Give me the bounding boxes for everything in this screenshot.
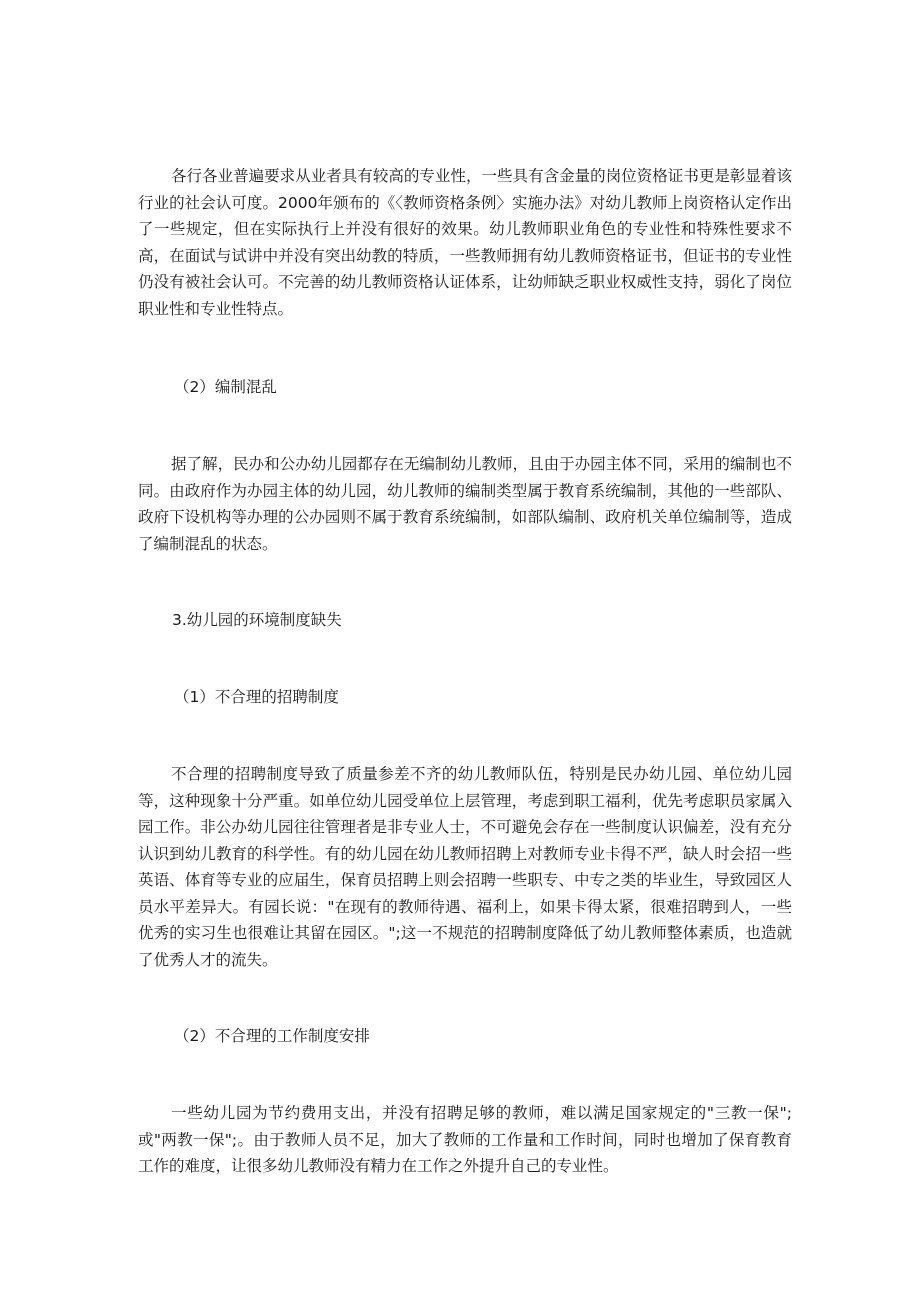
section-heading-environment: 3.幼儿园的环境制度缺失 — [172, 611, 342, 629]
paragraph-work-arrangement: 一些幼儿园为节约费用支出，并没有招聘足够的教师，难以满足国家规定的"三教一保";或"两教一保";。由于教师人员不足，加大了教师的工作量和工作时间，同时也增加了保育教育工作的难度，让很多幼儿教师没有精力在工作之外提升自己的专业性。 — [138, 1104, 792, 1175]
subheading-recruitment: （1）不合理的招聘制度 — [174, 688, 339, 706]
paragraph-qualification: 各行各业普遍要求从业者具有较高的专业性，一些具有含金量的岗位资格证书更是彰显着该行业的社会认可度。2000年颁布的《〈教师资格条例〉实施办法》对幼儿教师上岗资格认定作出了一些规定，但在实际执行上并没有很好的效果。幼儿教师职业角色的专业性和特殊性要求不高，在面试与试讲中并没有突出幼教的特质，一些教师拥有幼儿教师资格证书，但证书的专业性仍没有被社会认可。不完善的幼儿教师资格认证体系，让幼师缺乏职业权威性支持，弱化了岗位职业性和专业性特点。 — [138, 167, 792, 318]
paragraph-recruitment: 不合理的招聘制度导致了质量参差不齐的幼儿教师队伍，特别是民办幼儿园、单位幼儿园等，这种现象十分严重。如单位幼儿园受单位上层管理，考虑到职工福利，优先考虑职员家属入园工作。非公办幼儿园往往管理者是非专业人士，不可避免会存在一些制度认识偏差，没有充分认识到幼儿教育的科学性。有的幼儿园在幼儿教师招聘上对教师专业卡得不严，缺人时会招一些英语、体育等专业的应届生，保育员招聘上则会招聘一些职专、中专之类的毕业生，导致园区人员水平差异大。有园长说："在现有的教师待遇、福利上，如果卡得太紧，很难招聘到人，一些优秀的实习生也很难让其留在园区。";这一不规范的招聘制度降低了幼儿教师整体素质，也造就了优秀人才的流失。 — [138, 765, 792, 969]
subheading-staffing-chaos: （2）编制混乱 — [174, 378, 277, 396]
subheading-work-arrangement: （2）不合理的工作制度安排 — [174, 1027, 370, 1045]
paragraph-staffing: 据了解，民办和公办幼儿园都存在无编制幼儿教师，且由于办园主体不同，采用的编制也不同。由政府作为办园主体的幼儿园，幼儿教师的编制类型属于教育系统编制，其他的一些部队、政府下设机构等办理的公办园则不属于教育系统编制，如部队编制、政府机关单位编制等，造成了编制混乱的状态。 — [138, 455, 792, 553]
